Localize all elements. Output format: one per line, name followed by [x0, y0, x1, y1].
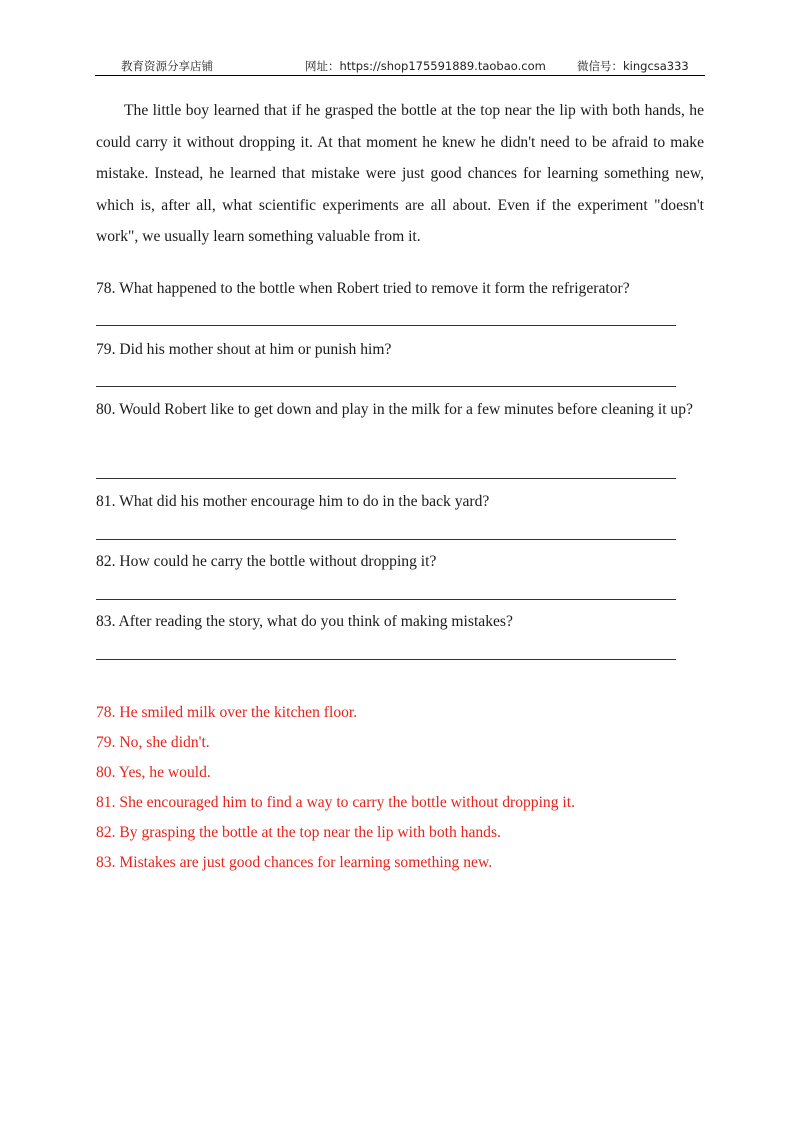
answer-79: 79. No, she didn't. [96, 734, 210, 751]
question-83: 83. After reading the story, what do you think of making mistakes? [96, 613, 513, 630]
header-wechat: 微信号：kingcsa333 [577, 59, 689, 73]
answer-83: 83. Mistakes are just good chances for learning something new. [96, 854, 493, 871]
answer-line-83 [96, 659, 676, 660]
answer-82: 82. By grasping the bottle at the top near the lip with both hands. [96, 824, 501, 841]
header-url: 网址：https://shop175591889.taobao.com [305, 59, 546, 73]
question-80: 80. Would Robert like to get down and play in the milk for a few minutes before cleaning it up? [96, 401, 693, 418]
question-79: 79. Did his mother shout at him or punish him? [96, 341, 392, 358]
question-81: 81. What did his mother encourage him to do in the back yard? [96, 493, 490, 510]
answer-78: 78. He smiled milk over the kitchen floor. [96, 704, 358, 721]
answer-line-78 [96, 325, 676, 326]
answer-line-82 [96, 599, 676, 600]
answer-line-80 [96, 478, 676, 479]
question-78: 78. What happened to the bottle when Robert tried to remove it form the refrigerator? [96, 280, 630, 297]
header-shop-name: 教育资源分享店铺 [121, 59, 213, 73]
answer-81: 81. She encouraged him to find a way to carry the bottle without dropping it. [96, 794, 575, 811]
answer-line-81 [96, 539, 676, 540]
page-header [95, 55, 705, 76]
question-82: 82. How could he carry the bottle without dropping it? [96, 553, 437, 570]
answer-line-79 [96, 386, 676, 387]
answer-80: 80. Yes, he would. [96, 764, 211, 781]
passage-paragraph: The little boy learned that if he grasped the bottle at the top near the lip with both hands, he could carry it without dropping it. At that moment he knew he didn't need to be afraid to make mistake. Instead, he learned that mistake were just good chances for learning something new, which is, after all, what scientific experiments are all about. Even if the experiment "doesn't work", we usually learn something valuable from it. [96, 102, 704, 245]
